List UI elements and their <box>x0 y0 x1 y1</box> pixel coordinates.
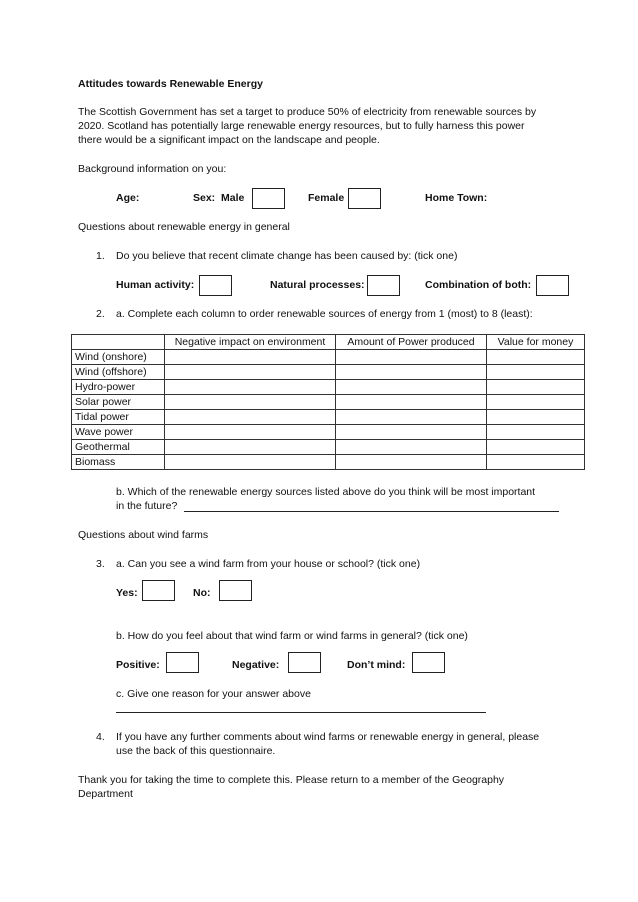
section-heading-wind-farms: Questions about wind farms <box>78 529 209 541</box>
female-checkbox[interactable] <box>348 188 381 209</box>
rank-cell[interactable] <box>165 440 336 455</box>
q1-human-label: Human activity: <box>116 279 195 291</box>
q3b-dont-mind-label: Don’t mind: <box>347 659 406 671</box>
q4-text-cont: use the back of this questionnaire. <box>116 745 276 757</box>
ranking-table <box>71 334 585 470</box>
rank-cell[interactable] <box>487 365 585 380</box>
rank-cell[interactable] <box>487 380 585 395</box>
row-label: Wind (onshore) <box>72 350 165 365</box>
column-header-power: Amount of Power produced <box>336 335 487 350</box>
q3a-yes-checkbox[interactable] <box>142 580 175 601</box>
rank-cell[interactable] <box>165 425 336 440</box>
table-row <box>72 350 585 365</box>
q4-number: 4. <box>96 731 105 743</box>
q2b-text-cont: in the future? <box>116 500 178 512</box>
rank-cell[interactable] <box>165 455 336 470</box>
q1-combination-label: Combination of both: <box>425 279 532 291</box>
q3a-yes-label: Yes: <box>116 587 138 599</box>
thanks-line-2: Department <box>78 788 133 800</box>
table-row <box>72 395 585 410</box>
rank-cell[interactable] <box>336 380 487 395</box>
table-row <box>72 455 585 470</box>
q3c-answer-line[interactable] <box>116 712 486 713</box>
q3b-negative-label: Negative: <box>232 659 280 671</box>
rank-cell[interactable] <box>336 410 487 425</box>
home-town-label: Home Town: <box>425 192 488 204</box>
rank-cell[interactable] <box>336 425 487 440</box>
rank-cell[interactable] <box>336 395 487 410</box>
q2-text: a. Complete each column to order renewable sources of energy from 1 (most) to 8 (least): <box>116 308 533 320</box>
q2b-text: b. Which of the renewable energy sources listed above do you think will be most important <box>116 486 536 498</box>
q3a-no-checkbox[interactable] <box>219 580 252 601</box>
rank-cell[interactable] <box>165 380 336 395</box>
column-header-value: Value for money <box>487 335 585 350</box>
age-label: Age: <box>116 192 140 204</box>
row-label: Geothermal <box>72 440 165 455</box>
rank-cell[interactable] <box>487 410 585 425</box>
q1-natural-label: Natural processes: <box>270 279 365 291</box>
row-label: Solar power <box>72 395 165 410</box>
rank-cell[interactable] <box>336 350 487 365</box>
intro-line-3: there would be a significant impact on the landscape and people. <box>78 134 380 146</box>
q3-number: 3. <box>96 558 105 570</box>
thanks-line-1: Thank you for taking the time to complete this. Please return to a member of the Geography <box>78 774 505 786</box>
q3b-positive-label: Positive: <box>116 659 160 671</box>
table-header-row <box>72 335 585 350</box>
rank-cell[interactable] <box>165 410 336 425</box>
table-header-corner <box>72 335 165 350</box>
rank-cell[interactable] <box>487 440 585 455</box>
q1-natural-checkbox[interactable] <box>367 275 400 296</box>
q4-text: If you have any further comments about wind farms or renewable energy in general, please <box>116 731 540 743</box>
q1-human-checkbox[interactable] <box>199 275 232 296</box>
male-checkbox[interactable] <box>252 188 285 209</box>
q2-number: 2. <box>96 308 105 320</box>
q3b-negative-checkbox[interactable] <box>288 652 321 673</box>
q3a-text: a. Can you see a wind farm from your house or school? (tick one) <box>116 558 421 570</box>
background-heading: Background information on you: <box>78 163 227 175</box>
column-header-negative-impact: Negative impact on environment <box>165 335 336 350</box>
page-title: Attitudes towards Renewable Energy <box>78 78 263 90</box>
q1-text: Do you believe that recent climate change has been caused by: (tick one) <box>116 250 458 262</box>
q2b-answer-line[interactable] <box>184 511 559 512</box>
rank-cell[interactable] <box>487 455 585 470</box>
table-row <box>72 440 585 455</box>
q3c-text: c. Give one reason for your answer above <box>116 688 311 700</box>
intro-line-2: 2020. Scotland has potentially large renewable energy resources, but to fully harness this power <box>78 120 525 132</box>
row-label: Wind (offshore) <box>72 365 165 380</box>
female-label: Female <box>308 192 345 204</box>
q3b-text: b. How do you feel about that wind farm or wind farms in general? (tick one) <box>116 630 468 642</box>
table-row <box>72 425 585 440</box>
intro-line-1: The Scottish Government has set a target to produce 50% of electricity from renewable sources by <box>78 106 537 118</box>
q1-combination-checkbox[interactable] <box>536 275 569 296</box>
q3a-no-label: No: <box>193 587 211 599</box>
q1-number: 1. <box>96 250 105 262</box>
table-row <box>72 365 585 380</box>
rank-cell[interactable] <box>487 395 585 410</box>
table-row <box>72 380 585 395</box>
q3b-dont-mind-checkbox[interactable] <box>412 652 445 673</box>
sex-label: Sex: <box>193 192 216 204</box>
male-label: Male <box>221 192 245 204</box>
rank-cell[interactable] <box>487 425 585 440</box>
table-row <box>72 410 585 425</box>
row-label: Wave power <box>72 425 165 440</box>
rank-cell[interactable] <box>165 350 336 365</box>
rank-cell[interactable] <box>336 455 487 470</box>
row-label: Tidal power <box>72 410 165 425</box>
rank-cell[interactable] <box>165 395 336 410</box>
row-label: Biomass <box>72 455 165 470</box>
q3b-positive-checkbox[interactable] <box>166 652 199 673</box>
rank-cell[interactable] <box>336 365 487 380</box>
section-heading-general: Questions about renewable energy in general <box>78 221 290 233</box>
rank-cell[interactable] <box>487 350 585 365</box>
row-label: Hydro-power <box>72 380 165 395</box>
rank-cell[interactable] <box>336 440 487 455</box>
rank-cell[interactable] <box>165 365 336 380</box>
